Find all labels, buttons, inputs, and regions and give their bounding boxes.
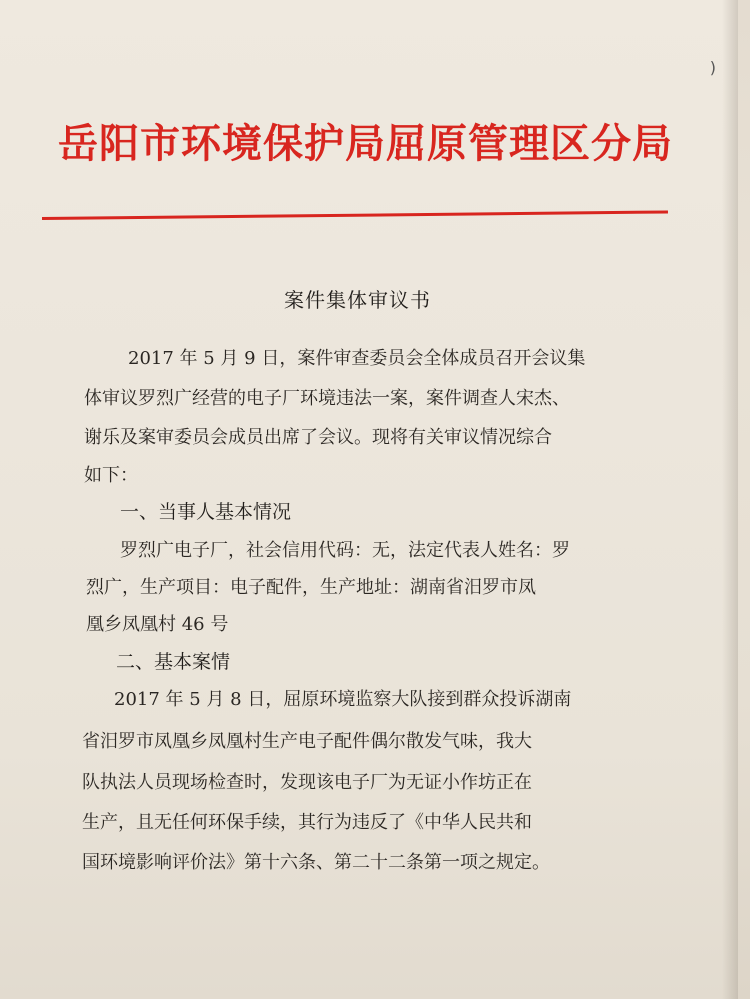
- paragraph-line: 体审议罗烈广经营的电子厂环境违法一案，案件调查人宋杰、: [84, 388, 570, 409]
- document-title: 案件集体审议书: [284, 288, 431, 312]
- letterhead-divider: [42, 210, 668, 220]
- section-heading: 二、基本案情: [116, 651, 231, 673]
- paragraph-line: 烈广，生产项目：电子配件，生产地址：湖南省汨罗市凤: [86, 577, 536, 598]
- paragraph-line: 罗烈广电子厂，社会信用代码：无，法定代表人姓名：罗: [120, 540, 570, 561]
- corner-mark: ): [709, 58, 716, 77]
- paragraph-line: 谢乐及案审委员会成员出席了会议。现将有关审议情况综合: [84, 427, 552, 448]
- letterhead-title: 岳阳市环境保护局屈原管理区分局: [58, 120, 673, 167]
- paragraph-line: 凰乡凤凰村 46 号: [86, 614, 229, 635]
- paragraph-line: 国环境影响评价法》第十六条、第二十二条第一项之规定。: [82, 852, 550, 873]
- paragraph-line: 省汨罗市凤凰乡凤凰村生产电子配件偶尔散发气味，我大: [82, 731, 532, 752]
- paragraph-line: 2017 年 5 月 9 日，案件审查委员会全体成员召开会议集: [128, 348, 586, 369]
- paragraph-line: 生产，且无任何环保手续，其行为违反了《中华人民共和: [82, 812, 532, 833]
- section-heading: 一、当事人基本情况: [120, 501, 292, 523]
- page-edge-shadow: [722, 0, 738, 999]
- paragraph-line: 如下：: [84, 465, 138, 486]
- paragraph-line: 2017 年 5 月 8 日，屈原环境监察大队接到群众投诉湖南: [114, 689, 572, 710]
- paragraph-line: 队执法人员现场检查时，发现该电子厂为无证小作坊正在: [82, 772, 532, 793]
